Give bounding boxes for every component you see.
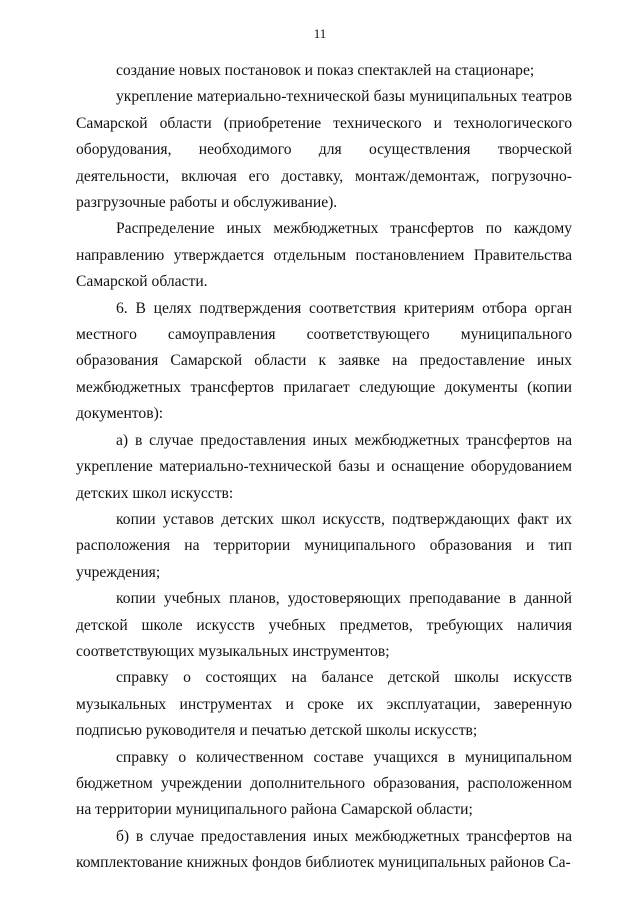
paragraph-distribution: Распределение иных межбюджетных трансфертов по каждому направлению утверждается отдельным постановлением Правительства Самарской области. (76, 220, 572, 291)
paragraph-instruments-certificate: справку о состоящих на балансе детской школы искусств музыкальных инструментах и сроке их эксплуатации, заверенную подписью руководителя и печатью детской школы искусств; (76, 669, 572, 740)
document-body (76, 58, 572, 877)
paragraph-new-productions: создание новых постановок и показ спектаклей на стационаре; (116, 62, 535, 79)
paragraph-curricula: копии учебных планов, удостоверяющих преподавание в данной детской школе искусств учебных предметов, требующих наличия соответствующих музыкальных инструментов; (76, 590, 572, 660)
paragraph-item-6: 6. В целях подтверждения соответствия критериям отбора орган местного самоуправления соответствующего муниципального образования Самарской области к заявке на предоставление иных межбюджетных трансфертов прилагает следующие документы (копии документов): (76, 299, 572, 423)
paragraph-item-b: б) в случае предоставления иных межбюджетных трансфертов на комплектование книжных фондов библиотек муниципальных районов Са- (76, 827, 572, 872)
paragraph-item-a: а) в случае предоставления иных межбюджетных трансфертов на укрепление материально-технической базы и оснащение оборудованием детских школ искусств: (76, 431, 572, 502)
paragraph-school-charters: копии уставов детских школ искусств, подтверждающих факт их расположения на территории муниципального образования и тип учреждения; (76, 510, 572, 581)
paragraph-students-certificate: справку о количественном составе учащихся в муниципальном бюджетном учреждении дополнительного образования, расположенном на территории муниципального района Самарской области; (76, 748, 572, 819)
paragraph-theatre-equipment: укрепление материально-технической базы муниципальных театров Самарской области (приобретение технического и технологического оборудования, необходимого для осуществления творческой деятельности, включая его доставку, монтаж/демонтаж, погрузочно-разгрузочные работы и обслуживание). (76, 88, 572, 212)
page-number: 11 (313, 26, 327, 41)
